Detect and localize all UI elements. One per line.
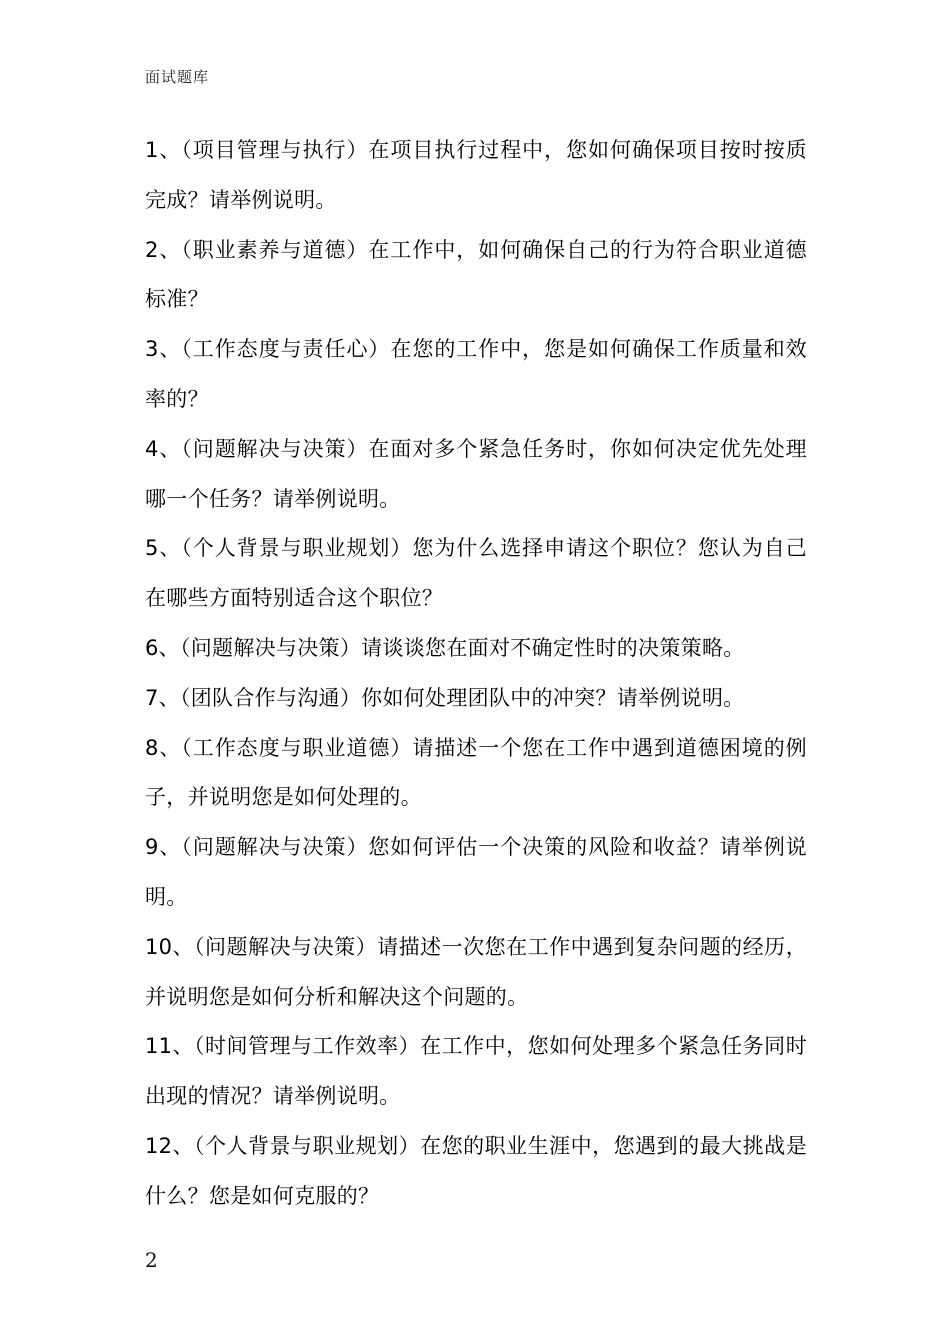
question-item: 5、（个人背景与职业规划）您为什么选择申请这个职位？您认为自己在哪些方面特别适合这个职位？ xyxy=(145,536,807,611)
question-item: 6、（问题解决与决策）请谈谈您在面对不确定性时的决策策略。 xyxy=(145,635,745,660)
question-item: 1、（项目管理与执行）在项目执行过程中，您如何确保项目按时按质完成？请举例说明。 xyxy=(145,138,807,212)
question-item: 10、（问题解决与决策）请描述一次您在工作中遇到复杂问题的经历，并说明您是如何分析和解决这个问题的。 xyxy=(145,934,807,1009)
question-item: 12、（个人背景与职业规划）在您的职业生涯中，您遇到的最大挑战是什么？您是如何克服的？ xyxy=(145,1133,807,1208)
question-item: 8、（工作态度与职业道德）请描述一个您在工作中遇到道德困境的例子，并说明您是如何处理的。 xyxy=(145,735,807,810)
question-item: 3、（工作态度与责任心）在您的工作中，您是如何确保工作质量和效率的？ xyxy=(145,337,807,411)
question-item: 11、（时间管理与工作效率）在工作中，您如何处理多个紧急任务同时出现的情况？请举例说明。 xyxy=(145,1034,807,1109)
page-number: 2 xyxy=(145,1248,158,1272)
page-header-title: 面试题库 xyxy=(145,68,210,86)
question-item: 2、（职业素养与道德）在工作中，如何确保自己的行为符合职业道德标准？ xyxy=(145,237,807,312)
question-item: 9、（问题解决与决策）您如何评估一个决策的风险和收益？请举例说明。 xyxy=(145,835,807,909)
question-list xyxy=(145,126,807,1222)
question-item: 4、（问题解决与决策）在面对多个紧急任务时，你如何决定优先处理哪一个任务？请举例说明。 xyxy=(145,436,807,511)
question-item: 7、（团队合作与沟通）你如何处理团队中的冲突？请举例说明。 xyxy=(145,685,745,710)
